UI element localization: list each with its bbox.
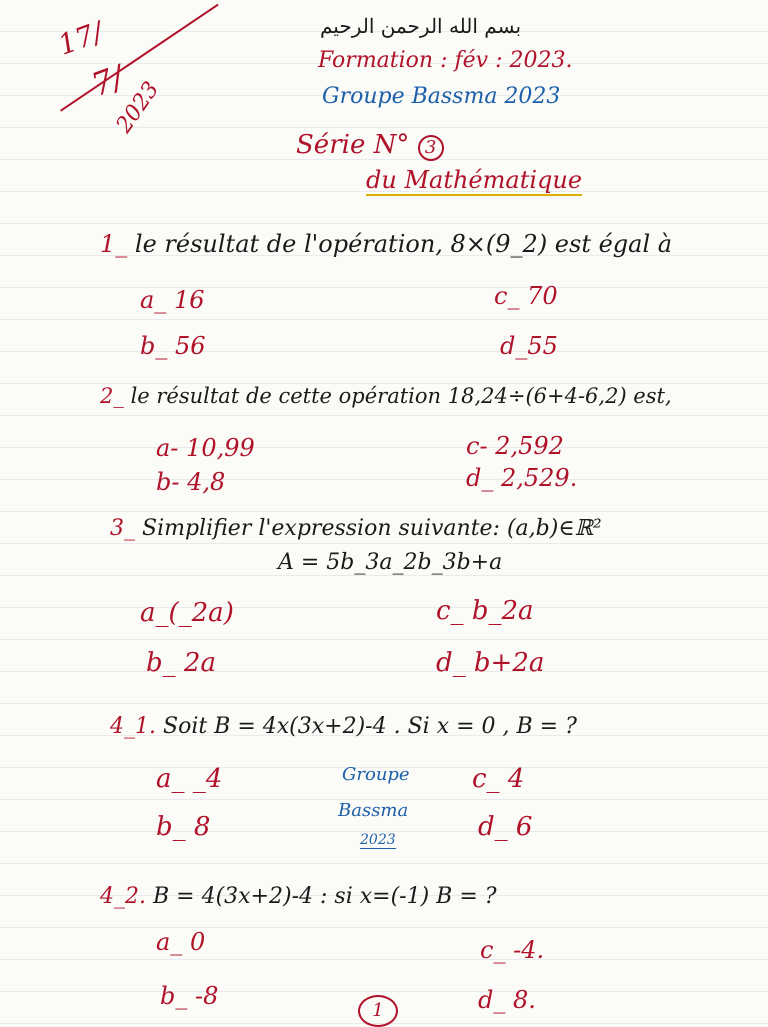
- q1-option-d: d_55: [500, 332, 558, 360]
- series-title: [296, 130, 444, 161]
- q3-option-a: a_(_2a): [140, 598, 234, 628]
- question-1-text: le résultat de l'opération, 8×(9_2) est égal à: [134, 230, 673, 258]
- q41-option-a: a_ _4: [156, 764, 223, 794]
- watermark-year: 2023: [360, 832, 396, 848]
- question-2-text: le résultat de cette opération 18,24÷(6+4-6,2) est,: [130, 384, 672, 408]
- q3-expression: A = 5b_3a_2b_3b+a: [278, 550, 503, 575]
- question-2-number: 2_: [100, 384, 124, 408]
- q2-option-d: d_ 2,529.: [466, 464, 578, 492]
- q3-option-d: d_ b+2a: [436, 648, 545, 678]
- formation-line: Formation : fév : 2023.: [318, 48, 573, 73]
- q42-option-d: d_ 8.: [478, 986, 536, 1014]
- q41-option-b: b_ 8: [156, 812, 211, 842]
- date-year: 2023: [111, 77, 165, 138]
- series-number: 3: [418, 135, 444, 161]
- page-number: 1: [358, 995, 398, 1027]
- basmala: بسم الله الرحمن الرحيم: [320, 14, 522, 38]
- group-line: Groupe Bassma 2023: [322, 84, 561, 109]
- question-1: [100, 230, 672, 258]
- question-4-1-number: 4_1.: [110, 714, 156, 739]
- question-2: [100, 384, 672, 408]
- q2-option-a: a- 10,99: [156, 434, 255, 462]
- q1-option-c: c_ 70: [494, 282, 558, 310]
- question-4-2-number: 4_2.: [100, 884, 146, 909]
- q42-option-c: c_ -4.: [480, 936, 545, 964]
- q42-option-a: a_ 0: [156, 928, 206, 956]
- question-4-2: [100, 884, 497, 909]
- q1-option-a: a_ 16: [140, 286, 205, 314]
- q3-option-c: c_ b_2a: [436, 596, 534, 626]
- question-3-text: Simplifier l'expression suivante: (a,b)∈ℝ²: [142, 516, 602, 541]
- date-day: 17/: [53, 15, 108, 62]
- q3-option-b: b_ 2a: [146, 648, 216, 678]
- q41-option-d: d_ 6: [478, 812, 533, 842]
- question-3-number: 3_: [110, 516, 135, 541]
- q42-option-b: b_ -8: [160, 982, 219, 1010]
- q2-option-b: b- 4,8: [156, 468, 226, 496]
- question-4-2-text: B = 4(3x+2)-4 : si x=(-1) B = ?: [153, 884, 497, 909]
- q1-option-b: b_ 56: [140, 332, 206, 360]
- series-label: Série N°: [296, 130, 410, 160]
- subject-title: du Mathématique: [366, 166, 583, 194]
- question-4-1-text: Soit B = 4x(3x+2)-4 . Si x = 0 , B = ?: [163, 714, 577, 739]
- q41-option-c: c_ 4: [472, 764, 525, 794]
- watermark-bassma: Bassma: [338, 800, 409, 821]
- question-1-number: 1_: [100, 230, 128, 258]
- date-month: 7/: [86, 57, 129, 105]
- question-3: [110, 516, 602, 541]
- watermark-groupe: Groupe: [342, 764, 410, 785]
- question-4-1: [110, 714, 577, 739]
- q2-option-c: c- 2,592: [466, 432, 564, 460]
